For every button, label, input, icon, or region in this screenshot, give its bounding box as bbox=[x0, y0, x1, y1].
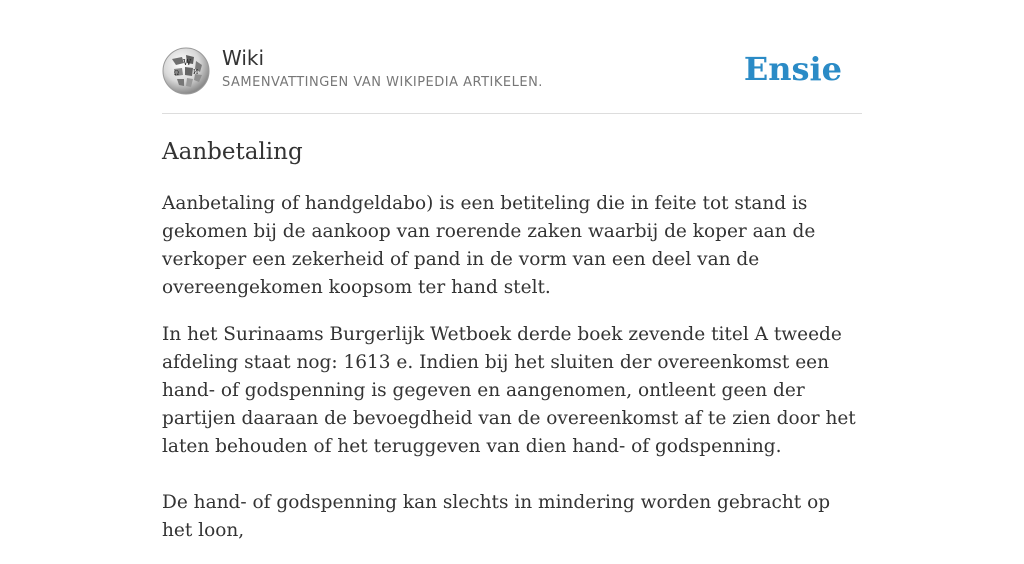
site-header bbox=[162, 0, 862, 114]
site-title[interactable]: Wiki bbox=[222, 46, 265, 70]
svg-text:W: W bbox=[183, 58, 192, 67]
svg-text:Ω: Ω bbox=[174, 70, 179, 77]
page bbox=[162, 0, 862, 541]
article-paragraph: In het Surinaams Burgerlijk Wetboek derde boek zevende titel A tweede afdeling staat nog: 1613 e. Indien bij het sluiten der overeenkomst een hand- of godspenning is gegeven en aangenomen, ontleent geen der partijen daaraan de bevoegdheid van de overeenkomst af te zien door het laten behouden of het teruggeven van dien hand- of godspenning. bbox=[162, 324, 856, 457]
site-subtitle: SAMENVATTINGEN VAN WIKIPEDIA ARTIKELEN. bbox=[222, 75, 543, 90]
article-title: Aanbetaling bbox=[162, 139, 303, 165]
article-paragraph: Aanbetaling of handgeldabo) is een betiteling die in feite tot stand is gekomen bij de aankoop van roerende zaken waarbij de koper aan de verkoper een zekerheid of pand in de vorm van een deel van de overeengekomen koopsom ter hand stelt. bbox=[162, 193, 816, 298]
wikipedia-globe-icon[interactable] bbox=[162, 47, 210, 95]
article-body bbox=[162, 190, 862, 564]
article-paragraph: De hand- of godspenning kan slechts in mindering worden gebracht op het loon, bbox=[162, 492, 831, 541]
brand-logo-link[interactable]: Ensie bbox=[743, 50, 842, 88]
svg-text:И: И bbox=[193, 69, 199, 76]
